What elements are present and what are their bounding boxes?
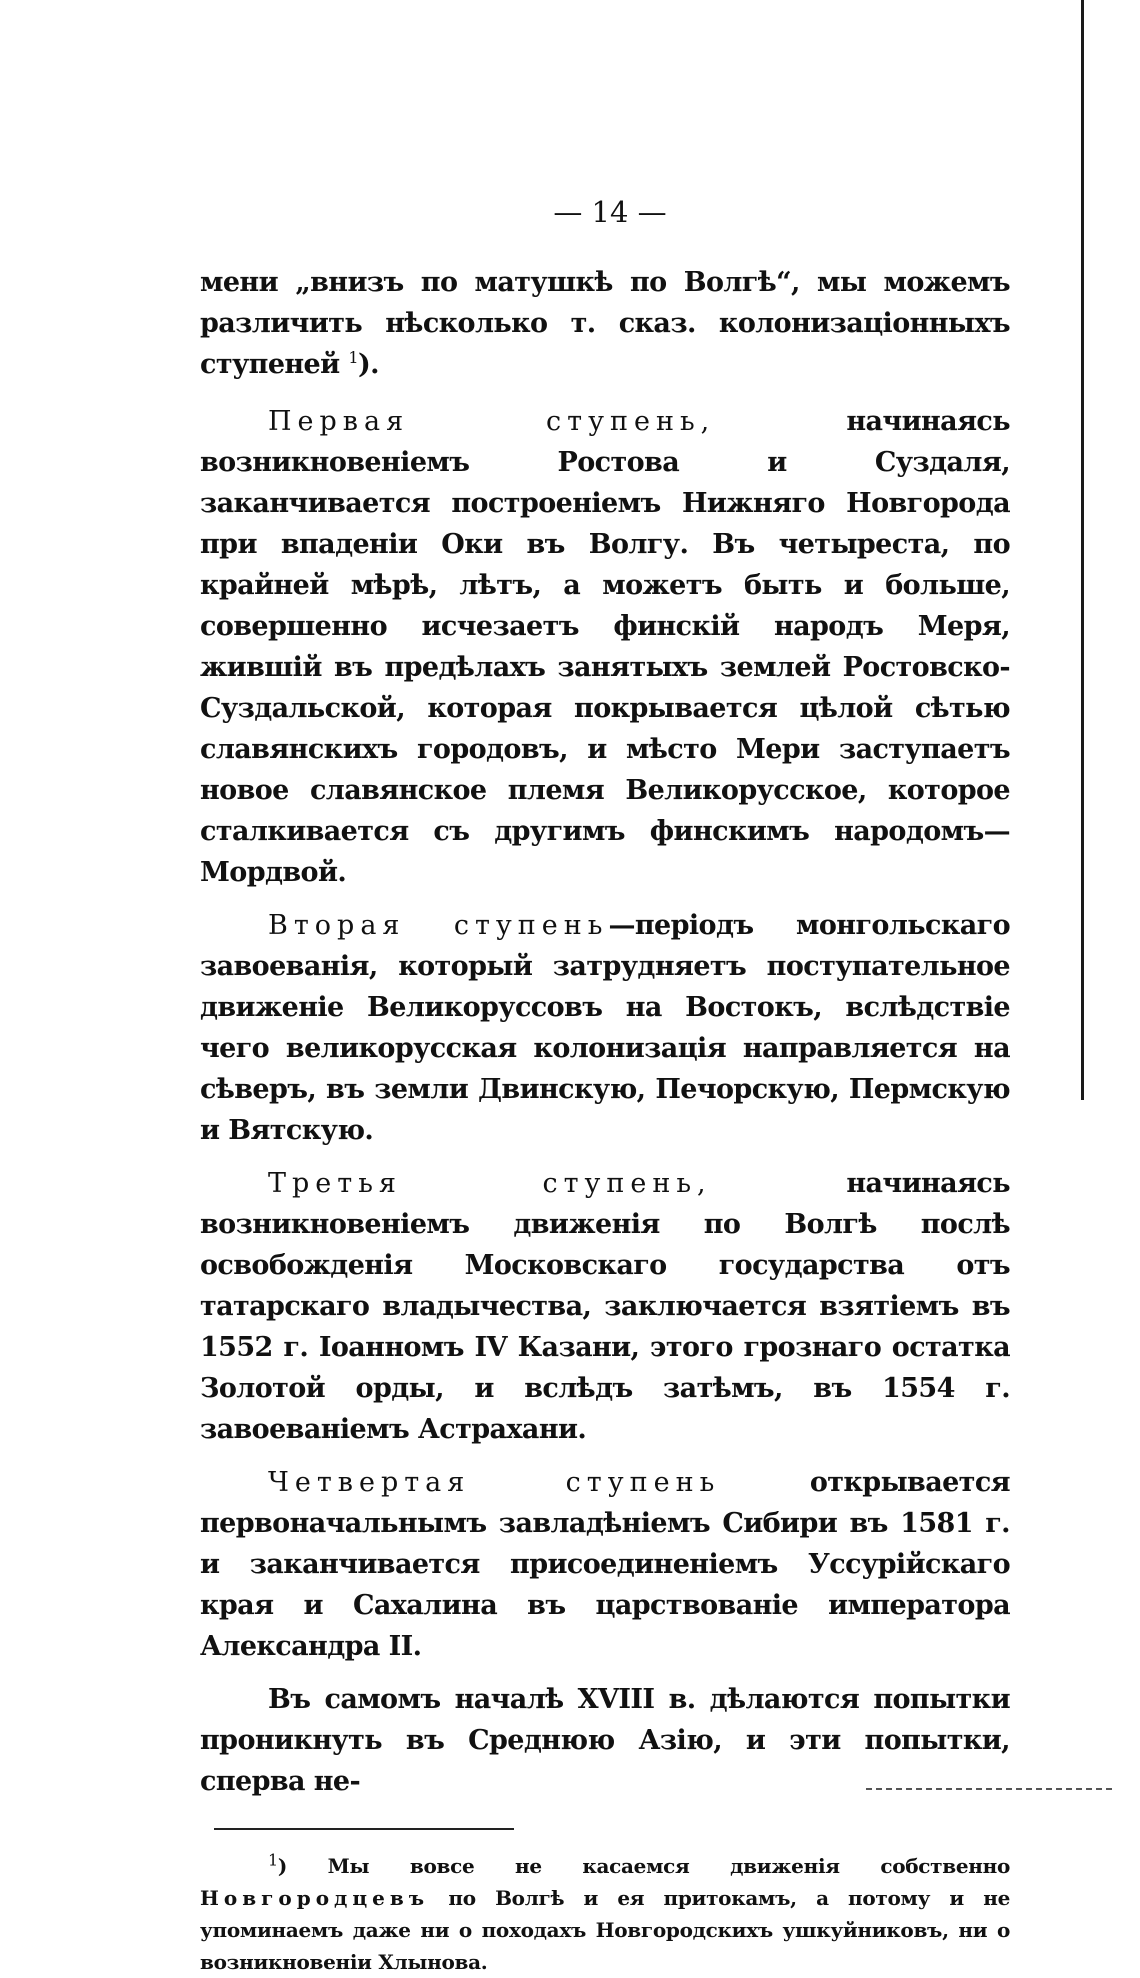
paragraph-6-text: Въ самомъ началѣ XVIII в. дѣлаются попытки проникнуть въ Среднюю Азію, и эти попытки, сперва не- <box>200 1684 1010 1797</box>
footnote-text-b: по Волгѣ и ея притокамъ, а потому и не упоминаемъ даже ни о походахъ Новгородскихъ ушкуйниковъ, ни о возникновеніи Хлынова. <box>200 1886 1010 1974</box>
footnote-marker: 1 <box>268 1850 278 1870</box>
body-text <box>200 262 1010 1802</box>
paragraph-2-lead: Первая ступень, <box>268 406 716 437</box>
paragraph-3 <box>200 905 1010 1151</box>
paragraph-4-text: начинаясь возникновеніемъ движенія по Волгѣ послѣ освобожденія Московскаго государства отъ татарскаго владычества, заключается взятіемъ въ 1552 г. Іоанномъ IV Казани, этого грознаго остатка Золотой орды, и вслѣдъ затѣмъ, въ 1554 г. завоеваніемъ Астрахани. <box>200 1168 1010 1445</box>
page-number: — 14 — <box>553 195 667 229</box>
document-page <box>200 190 1010 1978</box>
scan-edge-rule <box>1081 0 1084 1100</box>
paragraph-4 <box>200 1163 1010 1450</box>
paragraph-5 <box>200 1462 1010 1667</box>
paragraph-5-lead: Четвертая ступень <box>268 1467 721 1498</box>
paragraph-4-lead: Третья ступень, <box>268 1168 712 1199</box>
paragraph-1-text: мени „внизъ по матушкѣ по Волгѣ“, мы можемъ различить нѣсколько т. сказ. колонизаціонныхъ ступеней <box>200 267 1010 380</box>
paragraph-1 <box>200 262 1010 385</box>
footnote-divider <box>214 1828 514 1830</box>
paragraph-2-text: начинаясь возникновеніемъ Ростова и Суздаля, заканчивается построеніемъ Нижняго Новгорода при впаденіи Оки въ Волгу. Въ четыреста, по крайней мѣрѣ, лѣтъ, а можетъ быть и больше, совершенно исчезаетъ финскій народъ Меря, жившій въ предѣлахъ занятыхъ землей Ростовско-Суздальской, которая покрывается цѣлой сѣтью славянскихъ городовъ, и мѣсто Мери заступаетъ новое славянское племя Великорусское, которое сталкивается съ другимъ финскимъ народомъ—Мордвой. <box>200 406 1010 888</box>
paragraph-3-text: —періодъ монгольскаго завоеванія, который затрудняетъ поступательное движеніе Великоруссовъ на Востокъ, вслѣдствіе чего великорусская колонизація направляется на сѣверъ, въ земли Двинскую, Печорскую, Пермскую и Вятскую. <box>200 910 1010 1146</box>
paragraph-2 <box>200 401 1010 893</box>
paragraph-3-lead: Вторая ступень <box>268 910 609 941</box>
footnote-text-spaced: Новгородцевъ <box>200 1886 430 1910</box>
scan-bottom-marks <box>866 1788 1112 1792</box>
footnote-ref: 1 <box>348 348 358 367</box>
footnote-text-a: ) Мы вовсе не касаемся движенія собственно <box>277 1854 1010 1878</box>
footnote <box>200 1850 1010 1978</box>
paragraph-5-text: открывается первоначальнымъ завладѣніемъ Сибири въ 1581 г. и заканчивается присоединеніемъ Уссурійскаго края и Сахалина въ царствованіе императора Александра II. <box>200 1467 1011 1662</box>
paragraph-1-end: ). <box>357 349 379 380</box>
paragraph-6 <box>200 1679 1010 1802</box>
